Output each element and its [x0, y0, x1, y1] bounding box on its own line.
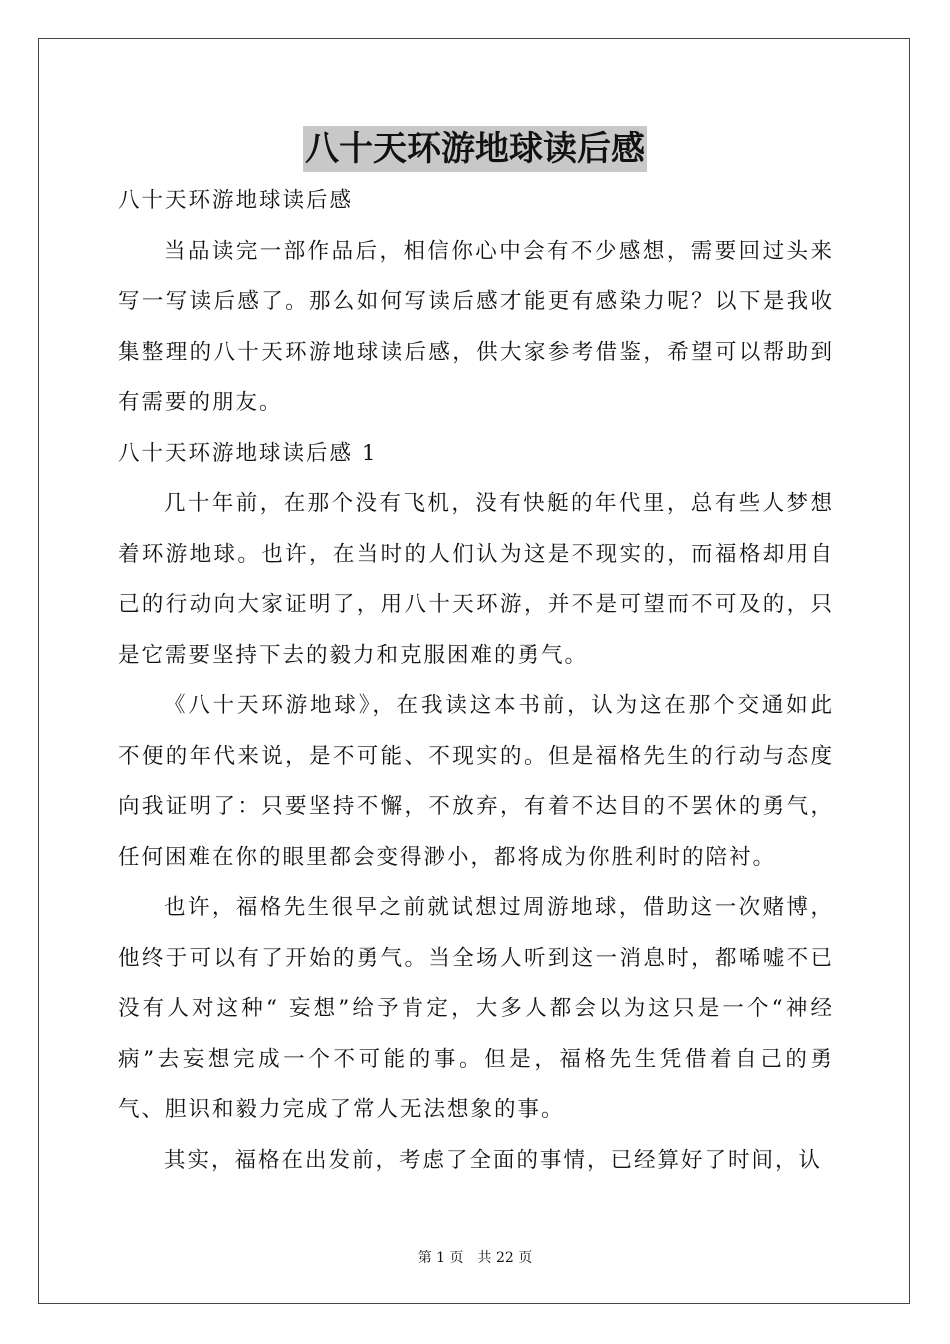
document-title: 八十天环游地球读后感: [303, 126, 647, 172]
title-container: [0, 126, 950, 172]
page-footer: 第 1 页 共 22 页: [417, 1250, 533, 1266]
document-subtitle: 八十天环游地球读后感: [118, 188, 354, 213]
document-body: [118, 176, 834, 1186]
section-heading: 八十天环游地球读后感 1: [118, 440, 378, 466]
body-paragraph-4: 其实，福格在出发前，考虑了全面的事情，已经算好了时间，认: [164, 1147, 823, 1173]
body-paragraph-1: 几十年前，在那个没有飞机，没有快艇的年代里，总有些人梦想着环游地球。也许，在当时的人们认为这是不现实的，而福格却用自己的行动向大家证明了，用八十天环游，并不是可望而不可及的，只是它需要坚持下去的毅力和克服困难的勇气。: [118, 491, 834, 668]
body-paragraph-3: 也许，福格先生很早之前就试想过周游地球，借助这一次赌博，他终于可以有了开始的勇气。当全场人听到这一消息时，都唏嘘不已没有人对这种“ 妄想”给予肯定，大多人都会以为这只是一个“神经病”去妄想完成一个不可能的事。但是，福格先生凭借着自己的勇气、胆识和毅力完成了常人无法想象的事。: [118, 895, 834, 1122]
body-paragraph-2: 《八十天环游地球》，在我读这本书前，认为这在那个交通如此不便的年代来说，是不可能、不现实的。但是福格先生的行动与态度向我证明了：只要坚持不懈，不放弃，有着不达目的不罢休的勇气，任何困难在你的眼里都会变得渺小，都将成为你胜利时的陪衬。: [118, 693, 834, 870]
intro-paragraph: 当品读完一部作品后，相信你心中会有不少感想，需要回过头来写一写读后感了。那么如何写读后感才能更有感染力呢？以下是我收集整理的八十天环游地球读后感，供大家参考借鉴，希望可以帮助到有需要的朋友。: [118, 238, 834, 415]
